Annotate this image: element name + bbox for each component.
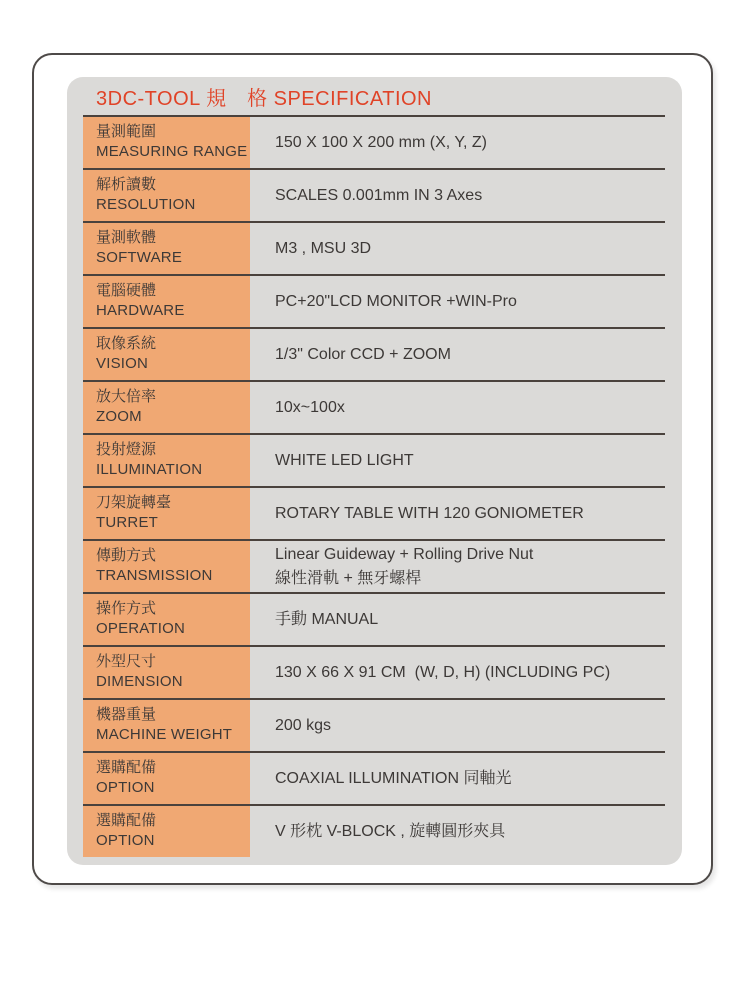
spec-label-en: HARDWARE — [96, 302, 185, 319]
spec-value-line: 10x~100x — [275, 398, 345, 416]
spec-label-zh: 機器重量 — [96, 706, 157, 723]
spec-value-cell — [250, 117, 665, 168]
spec-label-zh: 外型尺寸 — [96, 653, 157, 670]
spec-value-cell — [250, 329, 665, 380]
spec-label-en: RESOLUTION — [96, 196, 196, 213]
page-title: 3DC-TOOL 規 格 SPECIFICATION — [96, 88, 432, 110]
spec-value-line: ROTARY TABLE WITH 120 GONIOMETER — [275, 504, 584, 522]
spec-label-cell — [83, 276, 250, 327]
spec-label-cell — [83, 488, 250, 539]
table-row — [83, 698, 665, 751]
spec-value-line: 手動 MANUAL — [275, 610, 379, 628]
table-row — [83, 274, 665, 327]
spec-value-cell — [250, 223, 665, 274]
spec-label-cell — [83, 594, 250, 645]
spec-label-cell — [83, 117, 250, 168]
spec-label-zh: 刀架旋轉臺 — [96, 494, 172, 511]
spec-label-zh: 放大倍率 — [96, 388, 157, 405]
spec-label-zh: 選購配備 — [96, 759, 157, 776]
table-row — [83, 327, 665, 380]
spec-panel — [67, 77, 682, 865]
spec-label-cell — [83, 541, 250, 592]
spec-value-cell — [250, 541, 665, 592]
spec-label-cell — [83, 647, 250, 698]
spec-value-line: WHITE LED LIGHT — [275, 451, 414, 469]
spec-label-zh: 取像系統 — [96, 335, 157, 352]
spec-label-zh: 操作方式 — [96, 600, 157, 617]
spec-label-cell — [83, 753, 250, 804]
table-row — [83, 486, 665, 539]
spec-label-cell — [83, 382, 250, 433]
table-row — [83, 592, 665, 645]
spec-value-cell — [250, 382, 665, 433]
spec-value-cell — [250, 700, 665, 751]
spec-label-en: TRANSMISSION — [96, 567, 213, 584]
spec-value-line: 線性滑軌 + 無牙螺桿 — [275, 569, 422, 587]
spec-label-en: VISION — [96, 355, 149, 372]
spec-value-line: 1/3" Color CCD + ZOOM — [275, 345, 451, 363]
spec-label-zh: 量測範圍 — [96, 123, 157, 140]
spec-value-line: V 形枕 V-BLOCK , 旋轉圓形夾具 — [275, 822, 506, 840]
spec-value-cell — [250, 276, 665, 327]
spec-value-cell — [250, 753, 665, 804]
table-row — [83, 539, 665, 592]
spec-label-en: OPERATION — [96, 620, 186, 637]
table-row — [83, 433, 665, 486]
spec-value-cell — [250, 806, 665, 857]
spec-value-line: 150 X 100 X 200 mm (X, Y, Z) — [275, 133, 487, 151]
spec-value-line: PC+20"LCD MONITOR +WIN-Pro — [275, 292, 517, 310]
spec-value-cell — [250, 488, 665, 539]
spec-label-zh: 量測軟體 — [96, 229, 157, 246]
spec-label-cell — [83, 700, 250, 751]
table-row — [83, 751, 665, 804]
spec-value-cell — [250, 435, 665, 486]
spec-value-line: 200 kgs — [275, 716, 332, 734]
spec-label-cell — [83, 329, 250, 380]
spec-value-cell — [250, 170, 665, 221]
spec-label-en: MEASURING RANGE — [96, 143, 248, 160]
spec-value-line: 130 X 66 X 91 CM (W, D, H) (INCLUDING PC) — [275, 663, 611, 681]
spec-label-cell — [83, 435, 250, 486]
table-row — [83, 380, 665, 433]
spec-label-cell — [83, 223, 250, 274]
spec-label-en: TURRET — [96, 514, 159, 531]
spec-value-line: SCALES 0.001mm IN 3 Axes — [275, 186, 483, 204]
spec-label-en: ILLUMINATION — [96, 461, 203, 478]
spec-label-zh: 電腦硬體 — [96, 282, 157, 299]
spec-label-zh: 解析讀數 — [96, 176, 157, 193]
spec-label-en: ZOOM — [96, 408, 142, 425]
spec-table — [83, 115, 665, 857]
spec-label-zh: 傳動方式 — [96, 547, 157, 564]
spec-label-en: DIMENSION — [96, 673, 183, 690]
table-row — [83, 645, 665, 698]
table-row — [83, 221, 665, 274]
spec-label-en: SOFTWARE — [96, 249, 183, 266]
table-row — [83, 168, 665, 221]
spec-card — [32, 53, 713, 885]
spec-label-cell — [83, 170, 250, 221]
table-row — [83, 804, 665, 857]
spec-value-cell — [250, 647, 665, 698]
spec-label-zh: 選購配備 — [96, 812, 157, 829]
spec-value-line: COAXIAL ILLUMINATION 同軸光 — [275, 769, 512, 787]
spec-label-zh: 投射燈源 — [96, 441, 157, 458]
spec-label-cell — [83, 806, 250, 857]
spec-label-en: OPTION — [96, 832, 155, 849]
spec-label-en: OPTION — [96, 779, 155, 796]
spec-label-en: MACHINE WEIGHT — [96, 726, 233, 743]
spec-value-cell — [250, 594, 665, 645]
table-row — [83, 115, 665, 168]
spec-value-line: Linear Guideway + Rolling Drive Nut — [275, 545, 534, 563]
spec-value-line: M3 , MSU 3D — [275, 239, 372, 257]
